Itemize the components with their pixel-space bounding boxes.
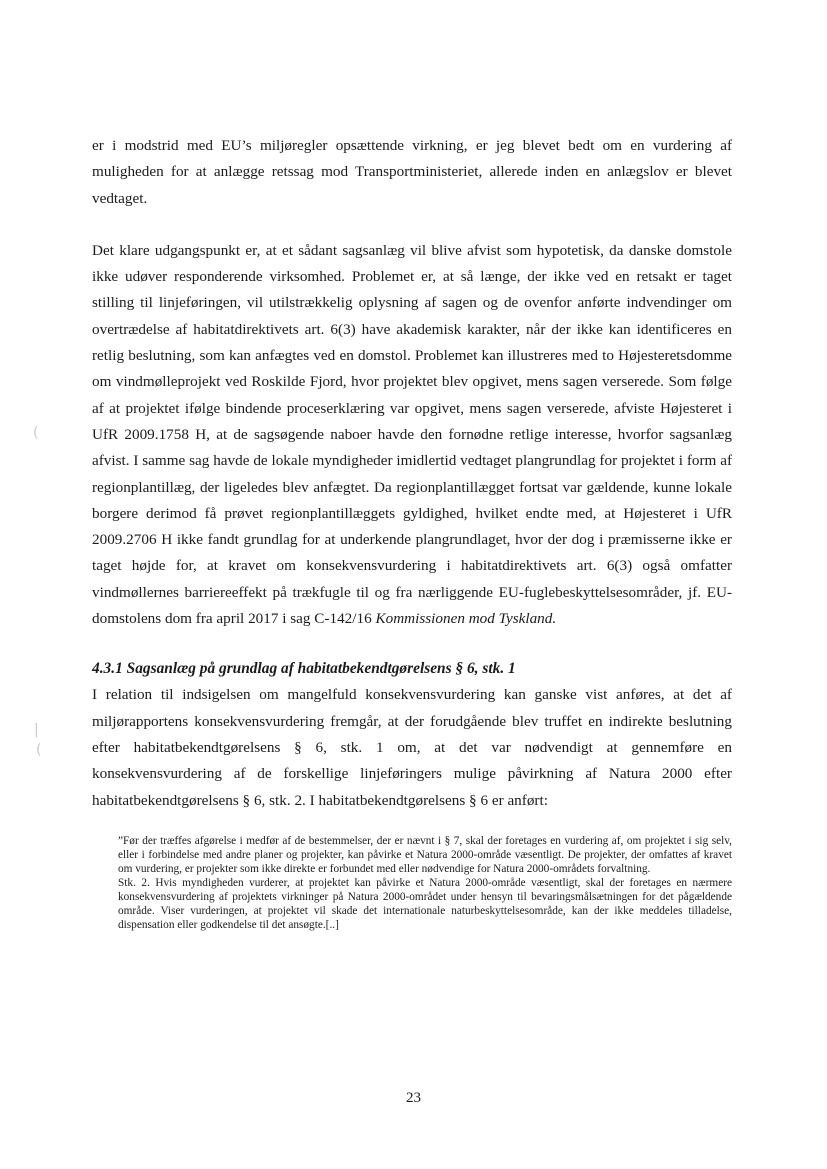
quote-paragraph-1: ”Før der træffes afgørelse i medfør af de bestemmelser, der er nævnt i § 7, skal der foretages en vurdering af, om projektet i sig selv, eller i forbindelse med andre planer og projekter, kan påvirke et Natura 2000-område væsentligt. De projekter, der omfattes af kravet om vurdering, er projekter som ikke direkte er forbundet med eller nødvendige for Natura 2000-områdets forvaltning.	[118, 834, 732, 876]
document-page	[92, 133, 732, 932]
page-number: 23	[406, 1090, 421, 1106]
paragraph-starting-point-text: Det klare udgangspunkt er, at et sådant sagsanlæg vil blive afvist som hypotetisk, da danske domstole ikke udøver responderende virksomhed. Problemet er, at så længe, der ikke ved en retsakt er taget stilling til linjeføringen, vil utilstrækkelig oplysning af sagen og de ovenfor anførte indvendinger om overtrædelse af habitatdirektivets art. 6(3) have akademisk karakter, når der ikke kan identificeres en retlig beslutning, som kan anfægtes ved en domstol. Problemet kan illustreres med to Højesteretsdomme om vindmølleprojekt ved Roskilde Fjord, hvor projektet blev opgivet, mens sagen verserede. Som følge af at projektet ifølge bindende proceserklæring var opgivet, mens sagen verserede, afviste Højesteret i UfR 2009.1758 H, at de sagsøgende naboer havde den fornødne retlige interesse, hvorfor sagsanlæg afvist. I samme sag havde de lokale myndigheder imidlertid vedtaget plangrundlag for projektet i form af regionplantillæg, der ligeledes blev anfægtet. Da regionplantillægget fortsat var gældende, kunne lokale borgere derimod få prøvet regionplantillæggets gyldighed, hvilket endte med, at Højesteret i UfR 2009.2706 H ikke fandt grundlag for at underkende plangrundlaget, hvor der dog i præmisserne ikke er taget højde for, at kravet om konsekvensvurdering i habitatdirektivets art. 6(3) også omfatter vindmøllernes barriereeffekt på trækfugle til og fra nærliggende EU-fuglebeskyttelsesområder, jf. EU-domstolens dom fra april 2017 i sag C-142/16	[92, 241, 732, 628]
section-heading: 4.3.1 Sagsanlæg på grundlag af habitatbekendtgørelsens § 6, stk. 1	[92, 660, 516, 678]
paragraph-impact-assessment: I relation til indsigelsen om mangelfuld konsekvensvurdering kan ganske vist anføres, at det af miljørapportens konsekvensvurdering fremgår, at der forudgående blev truffet en indirekte beslutning efter habitatbekendtgørelsens § 6, stk. 1 om, at det var nødvendigt at gennemføre en konsekvensvurdering af de forskellige linjeføringers mulige påvirkning af Natura 2000 efter habitatbekendtgørelsens § 6, stk. 2. I habitatbekendtgørelsens § 6 er anført:	[92, 686, 732, 809]
margin-mark-3: (	[36, 742, 42, 758]
margin-mark-1: (	[33, 425, 39, 441]
quote-paragraph-2: Stk. 2. Hvis myndigheden vurderer, at projektet kan påvirke et Natura 2000-område væsentligt, skal der foretages en nærmere konsekvensvurdering af projektets virkninger på Natura 2000-området under hensyn til bevaringsmålsætningen for det pågældende område. Viser vurderingen, at projektet vil skade det internationale naturbeskyttelsesområde, kan der ikke meddeles tilladelse, dispensation eller godkendelse til det ansøgte.[..]	[118, 877, 732, 932]
case-name-italic: Kommissionen mod Tyskland.	[375, 610, 557, 628]
paragraph-intro-continuation: er i modstrid med EU’s miljøregler opsættende virkning, er jeg blevet bedt om en vurdering af muligheden for at anlægge retssag mod Transportministeriet, allerede inden en anlægslov er blevet vedtaget.	[92, 137, 732, 207]
paragraph-starting-point	[92, 238, 732, 632]
margin-mark-2: |	[34, 722, 39, 738]
legal-quote-block	[118, 834, 732, 933]
